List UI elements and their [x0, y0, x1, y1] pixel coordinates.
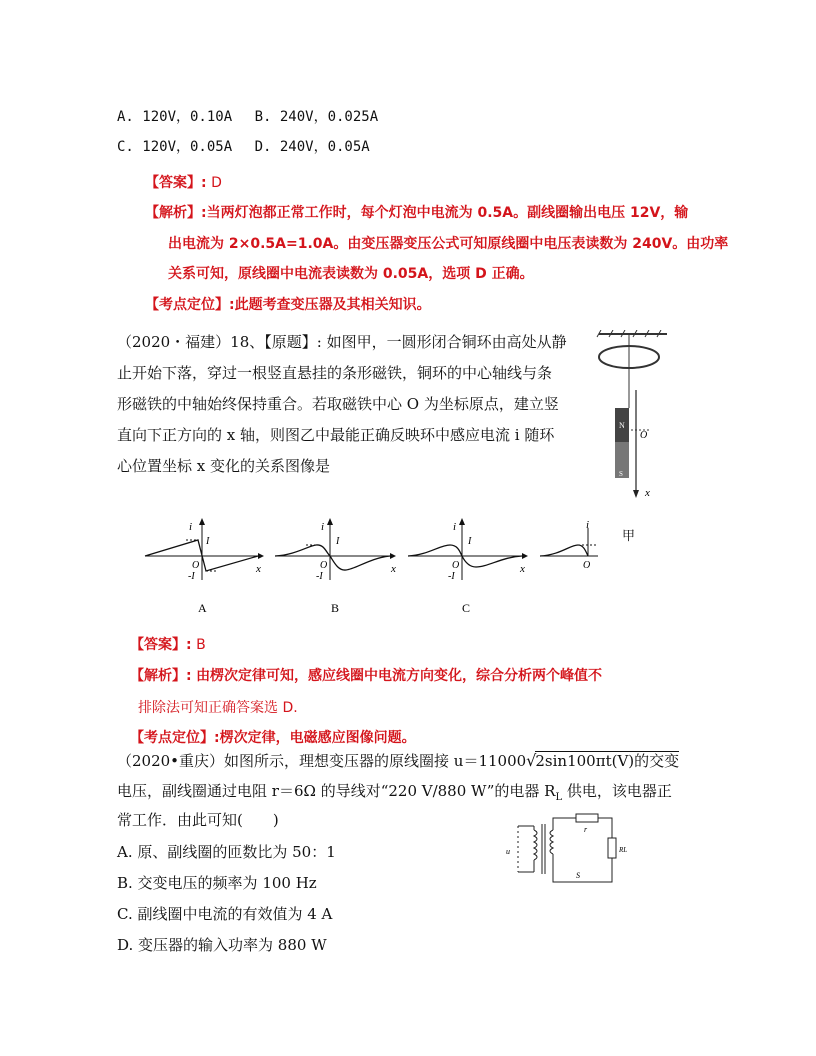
graph-d-curve: [540, 545, 588, 556]
graph-b: [275, 518, 396, 615]
graph-d-i-label: i: [586, 519, 590, 531]
graph-b-O-label: O: [320, 560, 328, 571]
circuit-rl-label: RL: [619, 846, 628, 854]
q3-line3: 常工作．由此可知( ): [117, 811, 279, 829]
graph-a-letter: A: [198, 601, 207, 615]
circuit-r-label: r: [584, 825, 588, 834]
q1-keypoint: [145, 294, 431, 314]
circuit-s-label: S: [576, 871, 580, 880]
q3-line2-sub: L: [555, 792, 563, 803]
resistor-rl: [608, 838, 616, 858]
answer-value: B: [196, 637, 206, 653]
q3-line2-a: 电压，副线圈通过电阻 r＝6Ω 的导线对“220 V/880 W”的电器 R: [117, 782, 556, 800]
graphs-i-vs-x: [140, 518, 640, 618]
q1-options-row1: A. 120V，0.10A B. 240V，0.025A: [117, 109, 379, 125]
q2-keypoint: [130, 727, 416, 747]
answer-value: D: [211, 175, 222, 191]
graph-b-x-label: x: [391, 563, 396, 575]
graph-c-x-label: x: [520, 563, 525, 575]
graph-b-letter: B: [331, 601, 340, 615]
analysis-tag: 【解析】:: [130, 668, 192, 684]
graph-c-i-label: i: [453, 521, 457, 533]
secondary-coil: [550, 830, 553, 854]
transformer-circuit: [500, 812, 630, 888]
q2-answer: [130, 634, 206, 654]
graph-b-I-label: I: [336, 536, 340, 547]
x-axis-arrow: [633, 490, 639, 498]
figure-label-jia: 甲: [622, 529, 636, 544]
sqrt-symbol: √: [526, 751, 537, 770]
origin-label: O: [640, 430, 648, 441]
graph-a-I-label: I: [206, 536, 210, 547]
q1-analysis-line1: [145, 202, 688, 222]
q3-option-b: B. 交变电压的频率为 100 Hz: [117, 874, 317, 892]
graph-a-negI-label: -I: [188, 571, 195, 582]
magnet-n-label: N: [619, 421, 625, 430]
answer-tag: 【答案】:: [145, 175, 207, 191]
q2-analysis-line2: 排除法可知正确答案选 D.: [138, 700, 298, 716]
graph-c-O-label: O: [452, 560, 460, 571]
keypoint-text: 楞次定律，电磁感应图像问题。: [219, 730, 416, 746]
graph-c-I-label: I: [468, 536, 472, 547]
keypoint-text: 此题考查变压器及其相关知识。: [234, 297, 431, 313]
graph-b-negI-label: -I: [316, 571, 323, 582]
graph-b-i-label: i: [321, 521, 325, 533]
answer-tag: 【答案】:: [130, 637, 192, 653]
q1-answer: [145, 172, 222, 192]
figure-ring-magnet: [593, 330, 673, 505]
graph-d: [540, 519, 598, 571]
analysis-text: 当两灯泡都正常工作时，每个灯泡中电流为 0.5A。副线圈输出电压 12V，输: [206, 205, 689, 221]
q3-line1: [117, 745, 679, 777]
q2-line2: 止开始下落，穿过一根竖直悬挂的条形磁铁，铜环的中心轴线与条: [117, 364, 553, 382]
circuit-u-label: u: [506, 847, 510, 856]
analysis-text: 由楞次定律可知，感应线圈中电流方向变化，综合分析两个峰值不: [196, 668, 603, 684]
q2-line4: 直向下正方向的 x 轴，则图乙中最能正确反映环中感应电流 i 随环: [117, 426, 555, 444]
graph-c-letter: C: [462, 601, 471, 615]
q3-line1-a: （2020•重庆）如图所示，理想变压器的原线圈接 u＝11000: [117, 752, 527, 770]
q2-analysis-line1: [130, 665, 602, 685]
q2-line3: 形磁铁的中轴始终保持重合。若取磁铁中心 O 为坐标原点，建立竖: [117, 395, 559, 413]
graph-a: [145, 518, 264, 615]
q1-analysis-line2: 出电流为 2×0.5A=1.0A。由变压器变压公式可知原线圈中电压表读数为 240V。由功率: [168, 236, 729, 252]
q3-line2-b: 供电，该电器正: [562, 782, 672, 800]
graph-c-negI-label: -I: [448, 571, 455, 582]
graph-a-i-label: i: [189, 521, 193, 533]
graph-c: [408, 518, 528, 615]
graph-a-x-label: x: [256, 563, 261, 575]
keypoint-tag: 【考点定位】:: [130, 730, 220, 746]
secondary-bottom-wire: [553, 854, 612, 882]
q3-option-a: A. 原、副线圈的匝数比为 50：1: [117, 843, 336, 861]
graph-a-O-label: O: [192, 560, 200, 571]
analysis-tag: 【解析】:: [145, 205, 207, 221]
q2-line5: 心位置坐标 x 变化的关系图像是: [117, 457, 330, 475]
graph-b-curve: [275, 545, 390, 570]
x-label: x: [645, 487, 650, 499]
q3-option-d: D. 变压器的输入功率为 880 W: [117, 936, 327, 954]
magnet-s-label: S: [619, 470, 623, 478]
q1-analysis-line3: 关系可知，原线圈中电流表读数为 0.05A，选项 D 正确。: [168, 266, 534, 282]
secondary-top-wire: [553, 818, 576, 830]
resistor-r: [576, 814, 598, 822]
primary-coil: [534, 830, 537, 860]
q3-option-c: C. 副线圈中电流的有效值为 4 A: [117, 905, 333, 923]
keypoint-tag: 【考点定位】:: [145, 297, 235, 313]
graph-d-O-label: O: [583, 560, 591, 571]
q2-line1: （2020・福建）18、【原题】: 如图甲，一圆形闭合铜环由高处从静: [117, 333, 567, 351]
q1-options-row2: C. 120V，0.05A D. 240V，0.05A: [117, 139, 370, 155]
q3-line1-b: 2sin100πt(V)的交变: [535, 752, 680, 770]
